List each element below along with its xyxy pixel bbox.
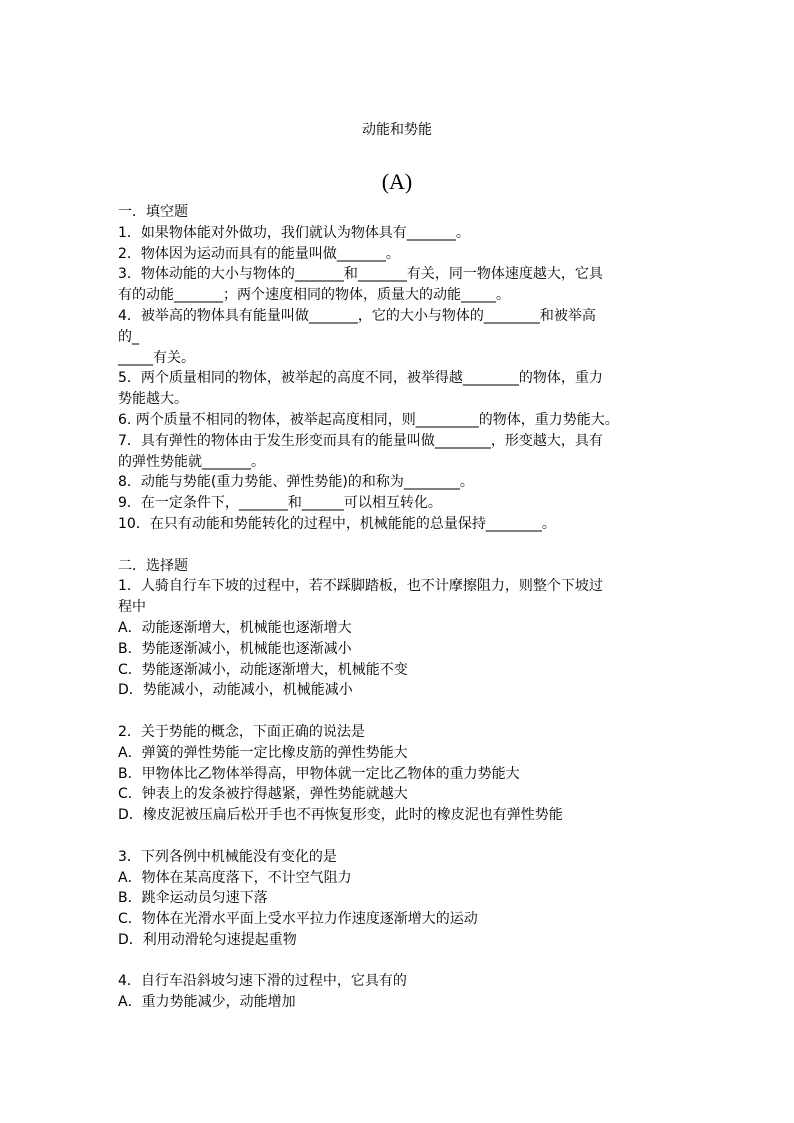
text-line: C．势能逐渐减小，动能逐渐增大，机械能不变 — [118, 661, 408, 678]
text-line: D．利用动滑轮匀速提起重物 — [118, 931, 297, 948]
text-line: 10．在只有动能和势能转化的过程中，机械能能的总量保持________。 — [118, 515, 556, 532]
text-line: C．钟表上的发条被拧得越紧，弹性势能就越大 — [118, 786, 408, 803]
document-title: 动能和势能 — [362, 122, 432, 138]
text-line: 的_ — [118, 328, 139, 345]
text-line: 程中 — [118, 599, 146, 616]
text-line: C．物体在光滑水平面上受水平拉力作速度逐渐增大的运动 — [118, 911, 478, 928]
text-line: 6. 两个质量不相同的物体，被举起高度相同，则_________的物体，重力势能大。 — [118, 411, 619, 428]
document-subtitle: (A) — [381, 169, 413, 194]
text-line: D．橡皮泥被压扁后松开手也不再恢复形变，此时的橡皮泥也有弹性势能 — [118, 807, 563, 824]
text-line: 9．在一定条件下，_______和______可以相互转化。 — [118, 495, 442, 512]
text-line: B．跳伞运动员匀速下落 — [118, 890, 268, 907]
text-line: 有的动能_______；两个速度相同的物体，质量大的动能_____。 — [118, 287, 510, 304]
text-line: 势能越大。 — [118, 391, 188, 408]
text-line: 1．如果物体能对外做功，我们就认为物体具有_______。 — [118, 224, 470, 241]
text-line: A．物体在某高度落下，不计空气阻力 — [118, 869, 352, 886]
text-line: B．势能逐渐减小，机械能也逐渐减小 — [118, 640, 352, 657]
text-line: 二．选择题 — [118, 557, 188, 574]
text-line: 4．被举高的物体具有能量叫做_______，它的大小与物体的________和被举高 — [118, 307, 596, 324]
blank-line — [118, 535, 680, 556]
text-line: 3．物体动能的大小与物体的_______和_______有关，同一物体速度越大，它具 — [118, 266, 603, 283]
blank-line — [118, 951, 680, 972]
text-line: 一．填空题 — [118, 204, 188, 220]
text-line: 1．人骑自行车下坡的过程中，若不踩脚踏板，也不计摩擦阻力，则整个下坡过 — [118, 578, 603, 595]
text-line: B．甲物体比乙物体举得高，甲物体就一定比乙物体的重力势能大 — [118, 765, 520, 782]
text-line: D．势能减小，动能减小，机械能减小 — [118, 682, 353, 699]
text-line: 5．两个质量相同的物体，被举起的高度不同，被举得越________的物体，重力 — [118, 370, 603, 387]
text-line: 的弹性势能就_______。 — [118, 453, 265, 470]
text-line: 8．动能与势能(重力势能、弹性势能)的和称为________。 — [118, 474, 474, 491]
text-line: 3．下列各例中机械能没有变化的是 — [118, 848, 337, 865]
blank-line — [118, 826, 680, 847]
blank-line — [118, 701, 680, 722]
text-line: A．重力势能减少，动能增加 — [118, 994, 296, 1011]
text-line: 4．自行车沿斜坡匀速下滑的过程中，它具有的 — [118, 973, 407, 990]
text-line: A．弹簧的弹性势能一定比橡皮筋的弹性势能大 — [118, 744, 408, 761]
text-line: 2．物体因为运动而具有的能量叫做_______。 — [118, 245, 400, 262]
text-line: 7．具有弹性的物体由于发生形变而具有的能量叫做________，形变越大，具有 — [118, 432, 603, 449]
text-line: A．动能逐渐增大，机械能也逐渐增大 — [118, 619, 352, 636]
text-line: 2．关于势能的概念，下面正确的说法是 — [118, 723, 365, 740]
document-body — [118, 202, 680, 1013]
text-line: _____有关。 — [118, 349, 195, 366]
